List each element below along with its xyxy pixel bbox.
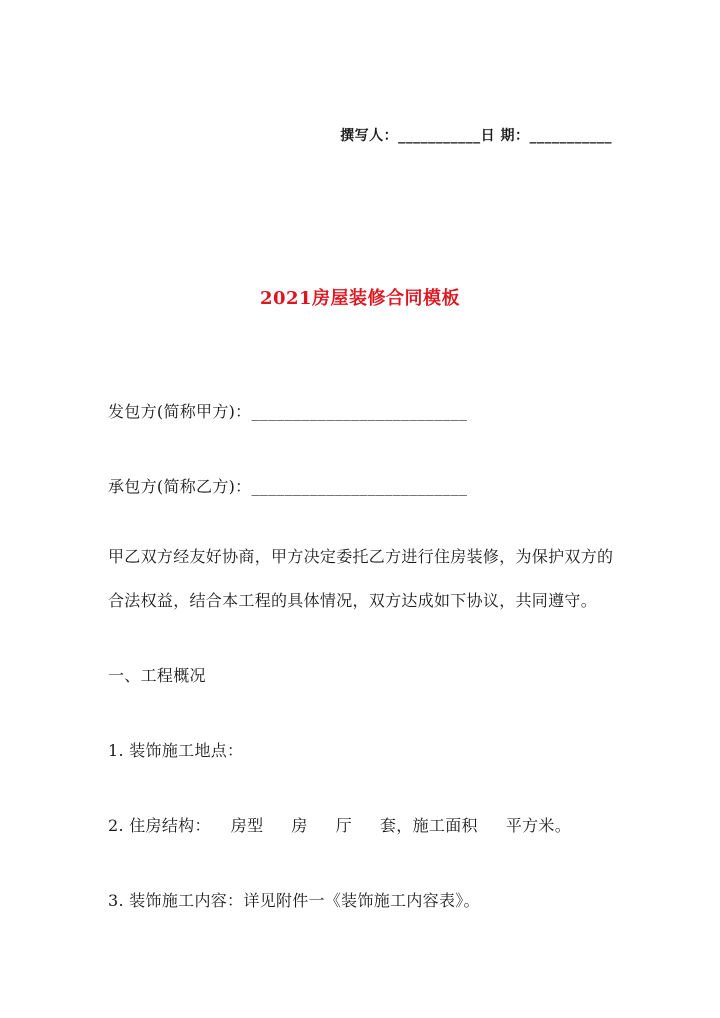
item-2-rooms: 房 bbox=[291, 816, 308, 835]
author-label: 撰写人： bbox=[340, 128, 399, 144]
date-label: 日 期： bbox=[480, 128, 530, 144]
author-blank: ___________ bbox=[398, 128, 481, 144]
party-a-label: 发包方(简称甲方)： bbox=[108, 402, 252, 421]
item-2-sets-area: 套，施工面积 bbox=[380, 816, 478, 835]
author-date-line bbox=[340, 125, 612, 145]
item-2-square-meters: 平方米。 bbox=[505, 816, 572, 835]
section-1-item-2 bbox=[108, 813, 628, 836]
intro-paragraph: 甲乙双方经友好协商，甲方决定委托乙方进行住房装修，为保护双方的合法权益，结合本工程的具体情况，双方达成如下协议，共同遵守。 bbox=[108, 547, 614, 610]
item-2-room-type: 房型 bbox=[230, 816, 264, 835]
section-1-item-1: 1. 装饰施工地点： bbox=[108, 741, 244, 760]
date-blank: ___________ bbox=[529, 128, 612, 144]
party-b-line bbox=[108, 474, 628, 497]
document-title: 2021房屋装修合同模板 bbox=[259, 288, 461, 309]
party-a-line bbox=[108, 399, 628, 422]
party-b-blank: __________________________ bbox=[251, 477, 468, 496]
item-2-halls: 厅 bbox=[335, 816, 352, 835]
section-1-item-3: 3. 装饰施工内容：详见附件一《装饰施工内容表》。 bbox=[108, 891, 480, 910]
section-1-heading: 一、工程概况 bbox=[108, 666, 206, 685]
party-b-label: 承包方(简称乙方)： bbox=[108, 477, 252, 496]
party-a-blank: __________________________ bbox=[251, 402, 468, 421]
item-2-prefix: 2. 住房结构： bbox=[108, 816, 211, 835]
